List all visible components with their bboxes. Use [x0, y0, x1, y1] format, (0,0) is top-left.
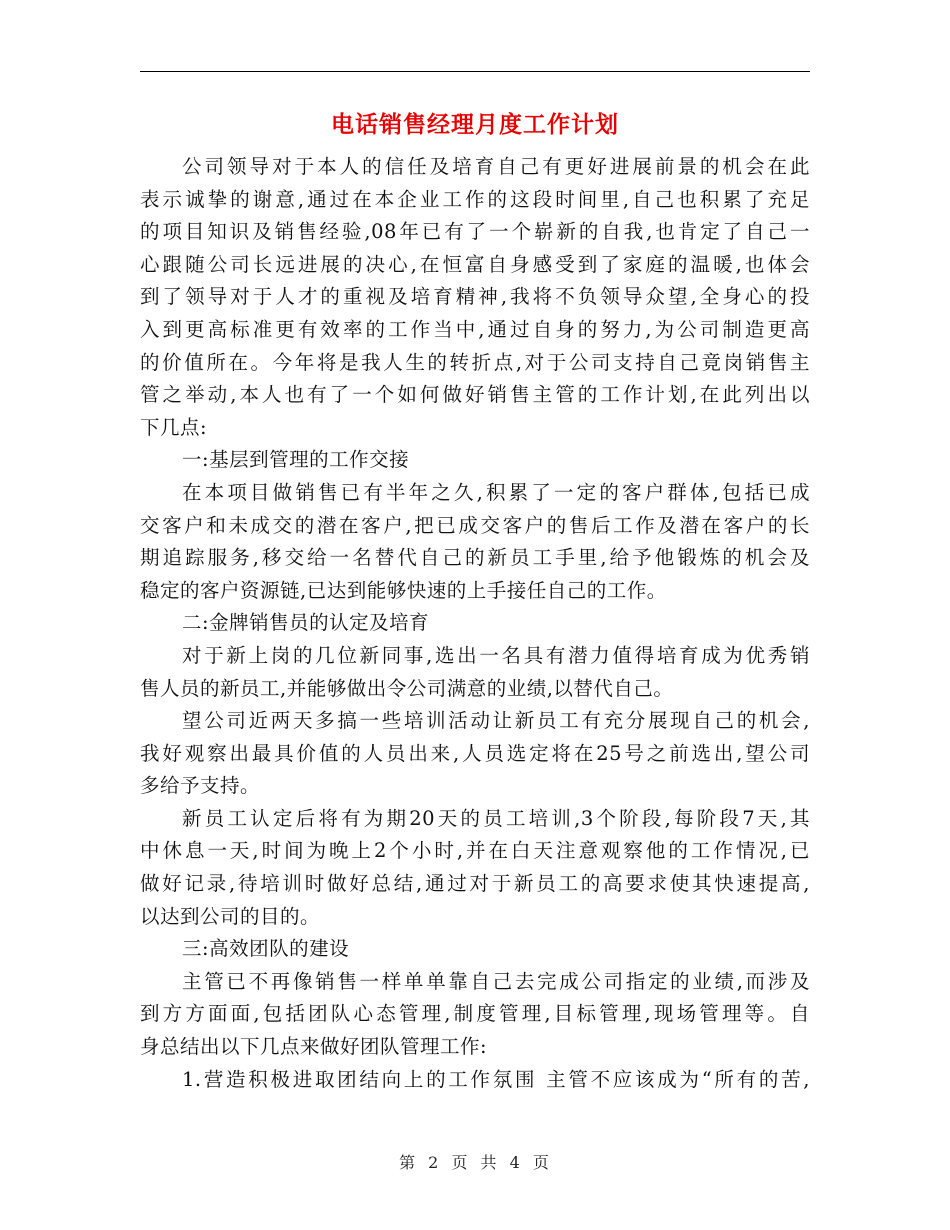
document-body — [140, 151, 810, 1096]
body-line: 到方方面面,包括团队心态管理,制度管理,目标管理,现场管理等。自 — [140, 1002, 810, 1026]
body-line: 三:高效团队的建设 — [182, 937, 350, 961]
body-line: 表示诚挚的谢意,通过在本企业工作的这段时间里,自己也积累了充足 — [140, 187, 810, 211]
body-line: 管之举动,本人也有了一个如何做好销售主管的工作计划,在此列出以 — [140, 383, 810, 407]
body-line: 主管已不再像销售一样单单靠自己去完成公司指定的业绩,而涉及 — [182, 969, 810, 993]
body-line: 心跟随公司长远进展的决心,在恒富自身感受到了家庭的温暖,也体会 — [140, 252, 810, 276]
body-line: 中休息一天,时间为晚上2个小时,并在白天注意观察他的工作情况,已 — [140, 839, 810, 863]
body-line: 在本项目做销售已有半年之久,积累了一定的客户群体,包括已成 — [182, 480, 810, 504]
body-line: 二:金牌销售员的认定及培育 — [182, 611, 430, 635]
header-rule — [140, 71, 810, 72]
body-line: 做好记录,待培训时做好总结,通过对于新员工的高要求使其快速提高, — [140, 872, 810, 896]
body-line: 对于新上岗的几位新同事,选出一名具有潜力值得培育成为优秀销 — [182, 643, 810, 667]
body-line: 期追踪服务,移交给一名替代自己的新员工手里,给予他锻炼的机会及 — [140, 546, 810, 570]
body-line: 公司领导对于本人的信任及培育自己有更好进展前景的机会在此 — [182, 155, 810, 178]
document-title: 电话销售经理月度工作计划 — [331, 111, 619, 138]
body-line: 的价值所在。今年将是我人生的转折点,对于公司支持自己竟岗销售主 — [140, 350, 810, 374]
body-line: 多给予支持。 — [140, 774, 261, 798]
body-line: 入到更高标准更有效率的工作当中,通过自身的努力,为公司制造更高 — [140, 317, 810, 341]
body-line: 新员工认定后将有为期20天的员工培训,3个阶段,每阶段7天,其 — [182, 806, 810, 830]
body-line: 交客户和未成交的潜在客户,把已成交客户的售后工作及潜在客户的长 — [140, 513, 810, 537]
body-line: 售人员的新员工,并能够做出令公司满意的业绩,以替代自己。 — [140, 676, 674, 700]
body-line: 身总结出以下几点来做好团队管理工作: — [140, 1035, 488, 1059]
body-line: 的项目知识及销售经验,08年已有了一个崭新的自我,也肯定了自己一 — [140, 220, 810, 244]
body-line: 下几点: — [140, 415, 208, 439]
body-line: 稳定的客户资源链,已达到能够快速的上手接任自己的工作。 — [140, 578, 667, 602]
body-line: 1.营造积极进取团结向上的工作氛围 主管不应该成为“所有的苦, — [182, 1067, 810, 1091]
body-line: 望公司近两天多搞一些培训活动让新员工有充分展现自己的机会, — [182, 709, 810, 733]
body-line: 我好观察出最具价值的人员出来,人员选定将在25号之前选出,望公司 — [140, 741, 810, 765]
body-line: 一:基层到管理的工作交接 — [182, 448, 410, 472]
page-footer: 第 2 页 共 4 页 — [399, 1153, 551, 1172]
body-line: 以达到公司的目的。 — [140, 904, 321, 928]
body-line: 到了领导对于人才的重视及培育精神,我将不负领导众望,全身心的投 — [140, 285, 810, 309]
